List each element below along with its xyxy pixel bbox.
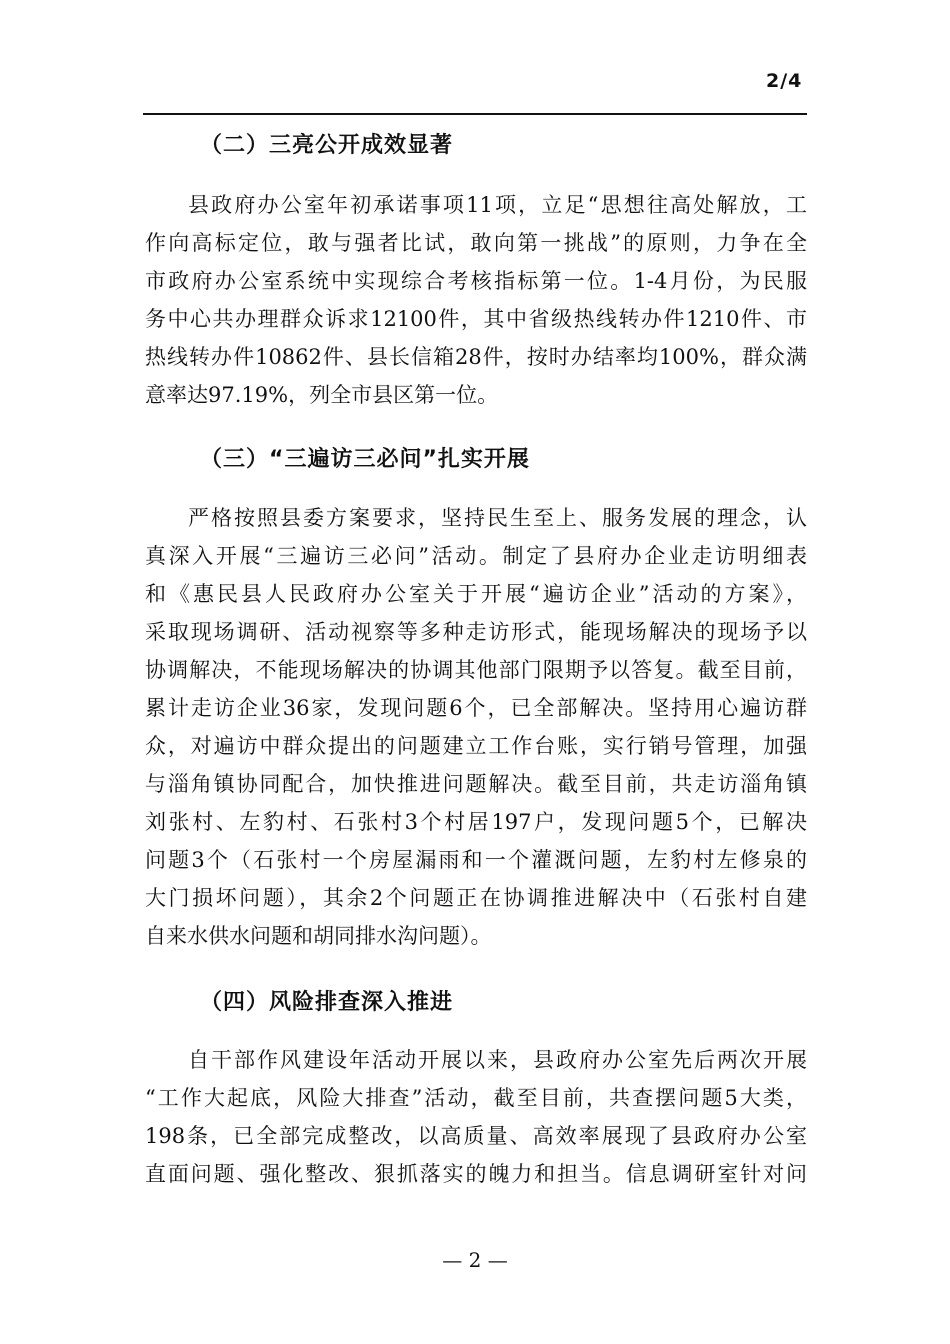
paragraph-line: 热线转办件10862件、县长信箱28件，按时办结率均100%，群众满 (145, 345, 807, 369)
paragraph-line: 198条，已全部完成整改，以高质量、高效率展现了县政府办公室 (145, 1124, 807, 1148)
page-footer-number: — 2 — (442, 1248, 508, 1272)
paragraph-line: 直面问题、强化整改、狠抓落实的魄力和担当。信息调研室针对问 (145, 1162, 807, 1186)
paragraph-line: 意率达97.19%，列全市县区第一位。 (145, 383, 499, 407)
paragraph-line: “工作大起底，风险大排查”活动，截至目前，共查摆问题5大类， (145, 1086, 807, 1110)
paragraph-line: 刘张村、左豹村、石张村3个村居197户，发现问题5个，已解决 (145, 810, 807, 834)
paragraph-line: 采取现场调研、活动视察等多种走访形式，能现场解决的现场予以 (145, 620, 807, 644)
page-indicator: 2/4 (766, 70, 803, 92)
section-heading-2: （二）三亮公开成效显著 (200, 133, 454, 158)
paragraph-line: 和《惠民县人民政府办公室关于开展“遍访企业”活动的方案》， (145, 582, 807, 606)
section-heading-4: （四）风险排查深入推进 (200, 990, 454, 1015)
paragraph-line: 众，对遍访中群众提出的问题建立工作台账，实行销号管理，加强 (145, 734, 807, 758)
paragraph-line: 务中心共办理群众诉求12100件，其中省级热线转办件1210件、市 (145, 307, 807, 331)
paragraph-line: 作向高标定位，敢与强者比试，敢向第一挑战”的原则，力争在全 (145, 231, 807, 255)
paragraph-line: 大门损坏问题），其余2个问题正在协调推进解决中（石张村自建 (145, 886, 807, 910)
paragraph-line: 严格按照县委方案要求，坚持民生至上、服务发展的理念，认 (188, 506, 807, 530)
paragraph-line: 市政府办公室系统中实现综合考核指标第一位。1-4月份，为民服 (145, 269, 807, 293)
paragraph-line: 协调解决，不能现场解决的协调其他部门限期予以答复。截至目前， (145, 658, 807, 682)
paragraph-line: 县政府办公室年初承诺事项11项，立足“思想往高处解放，工 (188, 193, 807, 217)
section-heading-3: （三）“三遍访三必问”扎实开展 (200, 447, 530, 472)
paragraph-line: 与淄角镇协同配合，加快推进问题解决。截至目前，共走访淄角镇 (145, 772, 807, 796)
paragraph-line: 自干部作风建设年活动开展以来，县政府办公室先后两次开展 (188, 1048, 807, 1072)
paragraph-line: 自来水供水问题和胡同排水沟问题）。 (145, 924, 492, 948)
paragraph-line: 累计走访企业36家，发现问题6个，已全部解决。坚持用心遍访群 (145, 696, 807, 720)
header-rule (143, 113, 807, 115)
paragraph-line: 真深入开展“三遍访三必问”活动。制定了县府办企业走访明细表 (145, 544, 807, 568)
paragraph-line: 问题3个（石张村一个房屋漏雨和一个灌溉问题，左豹村左修泉的 (145, 848, 807, 872)
